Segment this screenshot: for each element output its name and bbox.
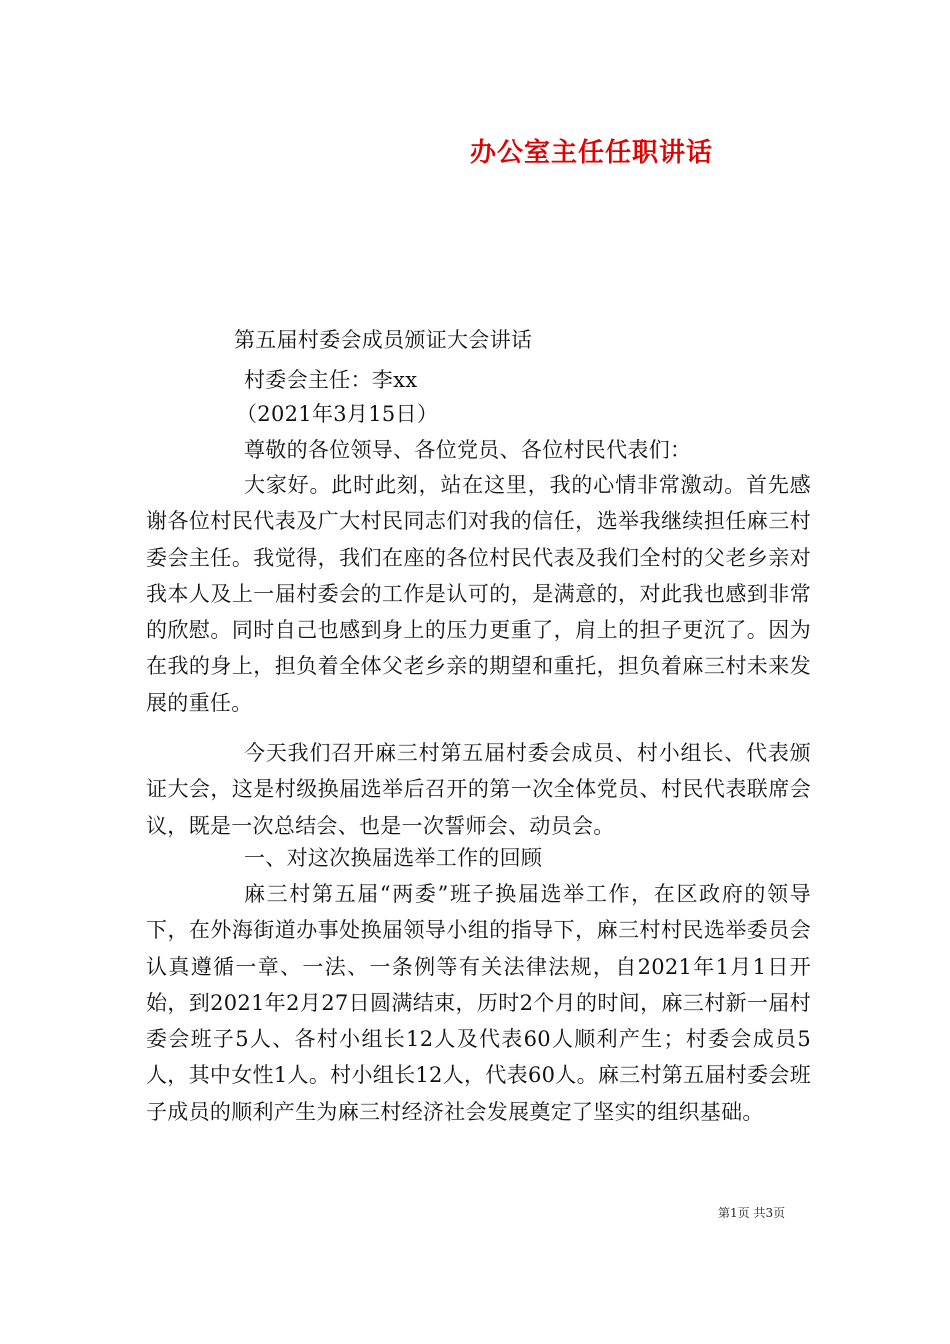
salutation: 尊敬的各位领导、各位党员、各位村民代表们： <box>244 438 692 462</box>
page-title: 办公室主任任职讲话 <box>470 138 714 168</box>
section-heading: 一、对这次换届选举工作的回顾 <box>244 846 543 870</box>
paragraph-election-review: 麻三村第五届“两委”班子换届选举工作，在区政府的领导下，在外海街道办事处换届领导小组的指导下，麻三村村民选举委员会认真遵循一章、一法、一条例等有关法律法规，自2021年1月1日开始，到2021年2月27日圆满结束，历时2个月的时间，麻三村新一届村委会班子5人、各村小组长12人及代表60人顺利产生；村委会成员5人，其中女性1人。村小组长12人，代表60人。麻三村第五届村委会班子成员的顺利产生为麻三村经济社会发展奠定了坚实的组织基础。 <box>146 882 811 1124</box>
speech-title: 第五届村委会成员颁证大会讲话 <box>234 328 533 352</box>
page-footer: 第1页 共3页 <box>718 1206 786 1220</box>
speaker-line: 村委会主任：李xx <box>244 368 418 392</box>
date-line: （2021年3月15日） <box>236 402 439 426</box>
paragraph-meeting: 今天我们召开麻三村第五届村委会成员、村小组长、代表颁证大会，这是村级换届选举后召开的第一次全体党员、村民代表联席会议，既是一次总结会、也是一次誓师会、动员会。 <box>146 741 811 838</box>
paragraph-opening: 大家好。此时此刻，站在这里，我的心情非常激动。首先感谢各位村民代表及广大村民同志们对我的信任，选举我继续担任麻三村委会主任。我觉得，我们在座的各位村民代表及我们全村的父老乡亲对我本人及上一届村委会的工作是认可的，是满意的，对此我也感到非常的欣慰。同时自己也感到身上的压力更重了，肩上的担子更沉了。因为在我的身上，担负着全体父老乡亲的期望和重托，担负着麻三村未来发展的重任。 <box>146 473 811 715</box>
